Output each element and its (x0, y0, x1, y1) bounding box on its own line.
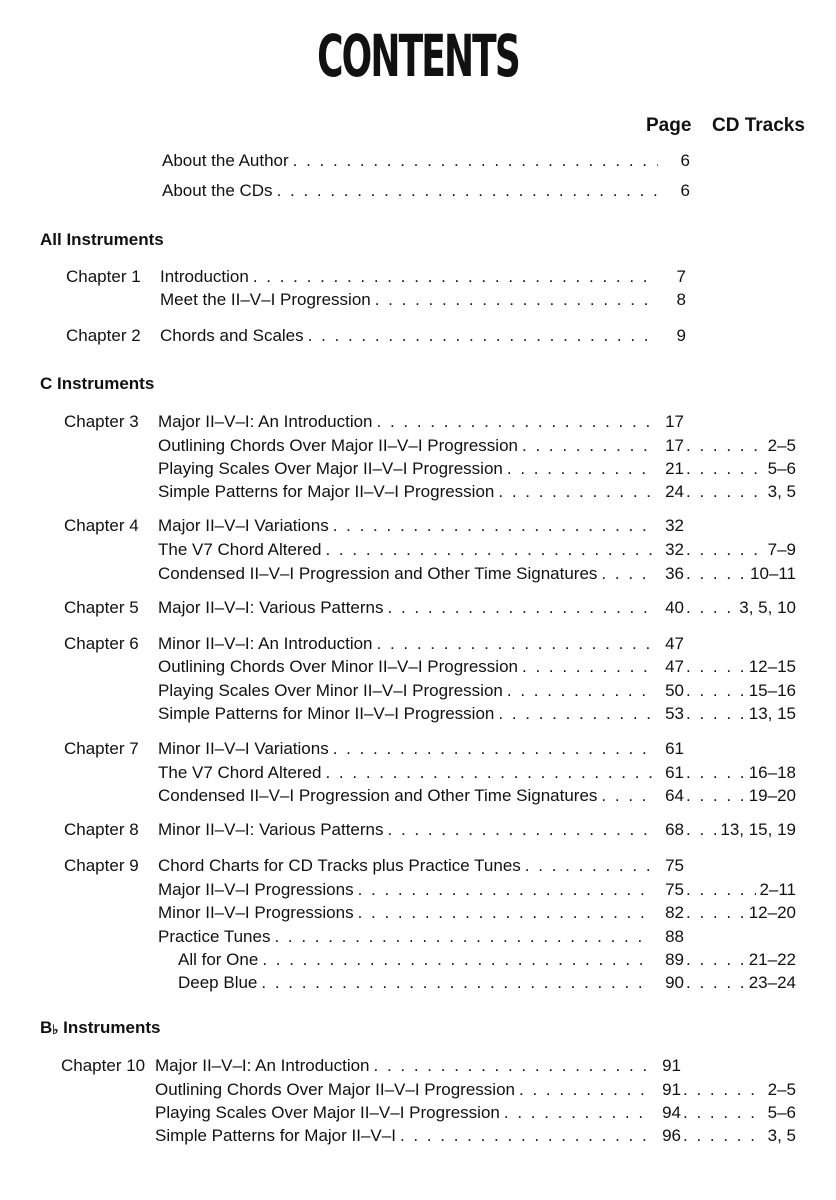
page-number: 68 (665, 820, 684, 839)
leader-dots (498, 482, 652, 502)
track-numbers: 12–15 (748, 657, 796, 676)
section-heading: C Instruments (40, 374, 155, 393)
cd-tracks-column-header: CD Tracks (712, 115, 805, 136)
leader-dots (504, 1103, 649, 1123)
page-number: 94 (662, 1103, 681, 1122)
page-number: 50 (665, 681, 684, 700)
entry (155, 1056, 649, 1076)
track-numbers: 5–6 (767, 459, 796, 478)
toc-row (0, 412, 836, 436)
page-number: 61 (665, 763, 684, 782)
toc-row (0, 657, 836, 681)
entry-title: The V7 Chord Altered (158, 540, 322, 559)
track-numbers: 16–18 (748, 763, 796, 782)
page-number: 7 (676, 267, 686, 286)
cd-tracks (686, 459, 796, 479)
page-number: 47 (665, 634, 684, 653)
toc-row (0, 181, 836, 205)
track-numbers: 7–9 (767, 540, 796, 559)
toc-row (0, 482, 836, 506)
toc-row (0, 436, 836, 460)
cd-tracks (686, 598, 796, 618)
leader-dots (522, 657, 652, 677)
leader-dots (325, 540, 652, 560)
track-numbers: 5–6 (767, 1103, 796, 1122)
entry (158, 927, 652, 947)
leader-dots (519, 1080, 649, 1100)
toc-row (0, 1080, 836, 1104)
track-numbers: 12–20 (748, 903, 796, 922)
track-numbers: 2–5 (767, 436, 796, 455)
entry-title: Outlining Chords Over Major II–V–I Progression (155, 1080, 515, 1099)
page-title: CONTENTS (317, 22, 519, 90)
entry-title: The V7 Chord Altered (158, 763, 322, 782)
chapter-label: Chapter 10 (61, 1056, 146, 1075)
cd-tracks (686, 973, 796, 993)
cd-tracks (686, 763, 796, 783)
toc-row (0, 516, 836, 540)
page-number: 53 (665, 704, 684, 723)
entry (158, 482, 652, 502)
entry (158, 856, 652, 876)
leader-dots (333, 739, 652, 759)
entry (158, 786, 652, 806)
entry-title: Deep Blue (178, 973, 258, 992)
leader-dots (498, 704, 652, 724)
cd-tracks (686, 540, 796, 560)
leader-dots (686, 786, 746, 806)
leader-dots (686, 598, 736, 618)
page-number: 64 (665, 786, 684, 805)
entry (155, 1126, 649, 1146)
leader-dots (686, 459, 765, 479)
track-numbers: 23–24 (748, 973, 796, 992)
leader-dots (686, 950, 746, 970)
track-numbers: 3, 5 (767, 482, 796, 501)
page-number: 91 (662, 1080, 681, 1099)
entry-title: Introduction (160, 267, 249, 286)
chapter-label: Chapter 5 (64, 598, 139, 617)
leader-dots (262, 950, 652, 970)
section-letter: B (40, 1018, 53, 1037)
track-numbers: 13, 15, 19 (720, 820, 796, 839)
leader-dots (358, 903, 652, 923)
cd-tracks (686, 786, 796, 806)
leader-dots (686, 903, 746, 923)
entry-title: Major II–V–I Variations (158, 516, 329, 535)
entry (160, 326, 654, 346)
toc-row (0, 267, 836, 291)
toc-row (0, 1126, 836, 1150)
page-number: 82 (665, 903, 684, 922)
leader-dots (686, 482, 765, 502)
chapter-label: Chapter 6 (64, 634, 139, 653)
cd-tracks (686, 657, 796, 677)
leader-dots (377, 634, 652, 654)
entry (158, 763, 652, 783)
entry-title: All for One (178, 950, 259, 969)
page-number: 6 (680, 181, 690, 200)
leader-dots (686, 763, 746, 783)
leader-dots (686, 973, 746, 993)
entry (158, 634, 652, 654)
toc-row (0, 704, 836, 728)
page-number: 9 (676, 326, 686, 345)
leader-dots (686, 540, 765, 560)
entry-title: Simple Patterns for Minor II–V–I Progression (158, 704, 495, 723)
leader-dots (358, 880, 652, 900)
page-number: 75 (665, 880, 684, 899)
cd-tracks (683, 1103, 796, 1123)
entry-title: Major II–V–I: An Introduction (158, 412, 373, 431)
toc-row (0, 786, 836, 810)
entry (158, 516, 652, 536)
leader-dots (388, 598, 652, 618)
entry-title: Major II–V–I: Various Patterns (158, 598, 384, 617)
chapter-label: Chapter 8 (64, 820, 139, 839)
cd-tracks (686, 681, 796, 701)
entry-title: Meet the II–V–I Progression (160, 290, 371, 309)
track-numbers: 13, 15 (748, 704, 796, 723)
toc-row (0, 681, 836, 705)
leader-dots (686, 564, 747, 584)
toc-row (0, 950, 836, 974)
toc-row (0, 973, 836, 997)
entry-title: Chord Charts for CD Tracks plus Practice Tunes (158, 856, 521, 875)
entry-title: About the Author (162, 151, 289, 170)
entry-title: Major II–V–I: An Introduction (155, 1056, 370, 1075)
page-number: 96 (662, 1126, 681, 1145)
leader-dots (277, 181, 658, 201)
page-column-header: Page (646, 115, 692, 136)
entry (158, 540, 652, 560)
cd-tracks (686, 820, 796, 840)
toc-row (0, 598, 836, 622)
section-heading: All Instruments (40, 230, 164, 249)
page-number: 6 (680, 151, 690, 170)
leader-dots (375, 290, 654, 310)
toc-row (0, 903, 836, 927)
leader-dots (293, 151, 658, 171)
page-number: 90 (665, 973, 684, 992)
leader-dots (601, 564, 652, 584)
leader-dots (333, 516, 652, 536)
toc-row (0, 739, 836, 763)
entry-title: Chords and Scales (160, 326, 304, 345)
toc-row (0, 927, 836, 951)
flat-symbol: ♭ (52, 1022, 59, 1037)
entry (158, 820, 652, 840)
leader-dots (400, 1126, 649, 1146)
entry-title: Outlining Chords Over Minor II–V–I Progression (158, 657, 518, 676)
entry-title: Minor II–V–I Variations (158, 739, 329, 758)
page-number: 24 (665, 482, 684, 501)
toc-row (0, 564, 836, 588)
entry (178, 973, 652, 993)
leader-dots (377, 412, 652, 432)
track-numbers: 2–11 (759, 880, 796, 899)
section-heading (40, 1018, 160, 1038)
entry-title: Major II–V–I Progressions (158, 880, 354, 899)
entry-title: Simple Patterns for Major II–V–I (155, 1126, 396, 1145)
entry-title: Minor II–V–I: An Introduction (158, 634, 373, 653)
track-numbers: 15–16 (748, 681, 796, 700)
track-numbers: 2–5 (767, 1080, 796, 1099)
entry (158, 564, 652, 584)
chapter-label: Chapter 4 (64, 516, 139, 535)
entry-title: About the CDs (162, 181, 273, 200)
entry-title: Playing Scales Over Major II–V–I Progression (158, 459, 503, 478)
page-number: 40 (665, 598, 684, 617)
page-number: 21 (665, 459, 684, 478)
chapter-label: Chapter 2 (66, 326, 141, 345)
entry (158, 903, 652, 923)
chapter-label: Chapter 7 (64, 739, 139, 758)
page-number: 32 (665, 540, 684, 559)
track-numbers: 3, 5 (767, 1126, 796, 1145)
cd-tracks (686, 482, 796, 502)
leader-dots (325, 763, 652, 783)
entry-title: Playing Scales Over Major II–V–I Progression (155, 1103, 500, 1122)
entry-title: Minor II–V–I: Various Patterns (158, 820, 384, 839)
entry (158, 681, 652, 701)
entry (155, 1080, 649, 1100)
entry (158, 459, 652, 479)
leader-dots (507, 459, 652, 479)
leader-dots (683, 1080, 765, 1100)
leader-dots (507, 681, 652, 701)
leader-dots (683, 1126, 765, 1146)
leader-dots (686, 657, 746, 677)
cd-tracks (683, 1126, 796, 1146)
entry-title: Simple Patterns for Major II–V–I Progression (158, 482, 495, 501)
cd-tracks (686, 903, 796, 923)
track-numbers: 3, 5, 10 (739, 598, 796, 617)
entry (158, 412, 652, 432)
page-number: 36 (665, 564, 684, 583)
entry-title: Practice Tunes (158, 927, 271, 946)
cd-tracks (686, 950, 796, 970)
toc-row (0, 1056, 836, 1080)
entry-title: Playing Scales Over Minor II–V–I Progression (158, 681, 503, 700)
toc-row (0, 151, 836, 175)
section-heading-rest: Instruments (58, 1018, 161, 1037)
chapter-label: Chapter 3 (64, 412, 139, 431)
track-numbers: 21–22 (748, 950, 796, 969)
leader-dots (525, 856, 652, 876)
leader-dots (388, 820, 652, 840)
entry-title: Outlining Chords Over Major II–V–I Progression (158, 436, 518, 455)
leader-dots (308, 326, 654, 346)
leader-dots (374, 1056, 649, 1076)
toc-row (0, 880, 836, 904)
entry (158, 880, 652, 900)
cd-tracks (683, 1080, 796, 1100)
entry (158, 598, 652, 618)
toc-row (0, 290, 836, 314)
entry (160, 290, 654, 310)
chapter-label: Chapter 9 (64, 856, 139, 875)
entry (158, 739, 652, 759)
page-number: 75 (665, 856, 684, 875)
toc-row (0, 1103, 836, 1127)
track-numbers: 10–11 (749, 564, 796, 583)
leader-dots (261, 973, 652, 993)
toc-row (0, 540, 836, 564)
toc-row (0, 634, 836, 658)
leader-dots (686, 704, 746, 724)
cd-tracks (686, 704, 796, 724)
toc-row (0, 856, 836, 880)
page-number: 17 (665, 412, 684, 431)
page-number: 89 (665, 950, 684, 969)
page-number: 32 (665, 516, 684, 535)
leader-dots (683, 1103, 765, 1123)
toc-row (0, 326, 836, 350)
cd-tracks (686, 436, 796, 456)
entry (158, 704, 652, 724)
leader-dots (686, 880, 756, 900)
chapter-label: Chapter 1 (66, 267, 141, 286)
entry (155, 1103, 649, 1123)
leader-dots (686, 820, 717, 840)
entry (160, 267, 654, 287)
cd-tracks (686, 564, 796, 584)
entry-title: Minor II–V–I Progressions (158, 903, 354, 922)
page-number: 8 (676, 290, 686, 309)
entry (158, 436, 652, 456)
toc-row (0, 763, 836, 787)
page-number: 47 (665, 657, 684, 676)
page-number: 61 (665, 739, 684, 758)
leader-dots (253, 267, 654, 287)
page-number: 88 (665, 927, 684, 946)
leader-dots (274, 927, 652, 947)
leader-dots (686, 681, 746, 701)
entry (158, 657, 652, 677)
page-number: 91 (662, 1056, 681, 1075)
entry-title: Condensed II–V–I Progression and Other Time Signatures (158, 564, 598, 583)
cd-tracks (686, 880, 796, 900)
entry (178, 950, 652, 970)
leader-dots (686, 436, 765, 456)
toc-row (0, 820, 836, 844)
leader-dots (522, 436, 652, 456)
page-number: 17 (665, 436, 684, 455)
leader-dots (601, 786, 652, 806)
track-numbers: 19–20 (748, 786, 796, 805)
toc-row (0, 459, 836, 483)
entry-title: Condensed II–V–I Progression and Other Time Signatures (158, 786, 598, 805)
